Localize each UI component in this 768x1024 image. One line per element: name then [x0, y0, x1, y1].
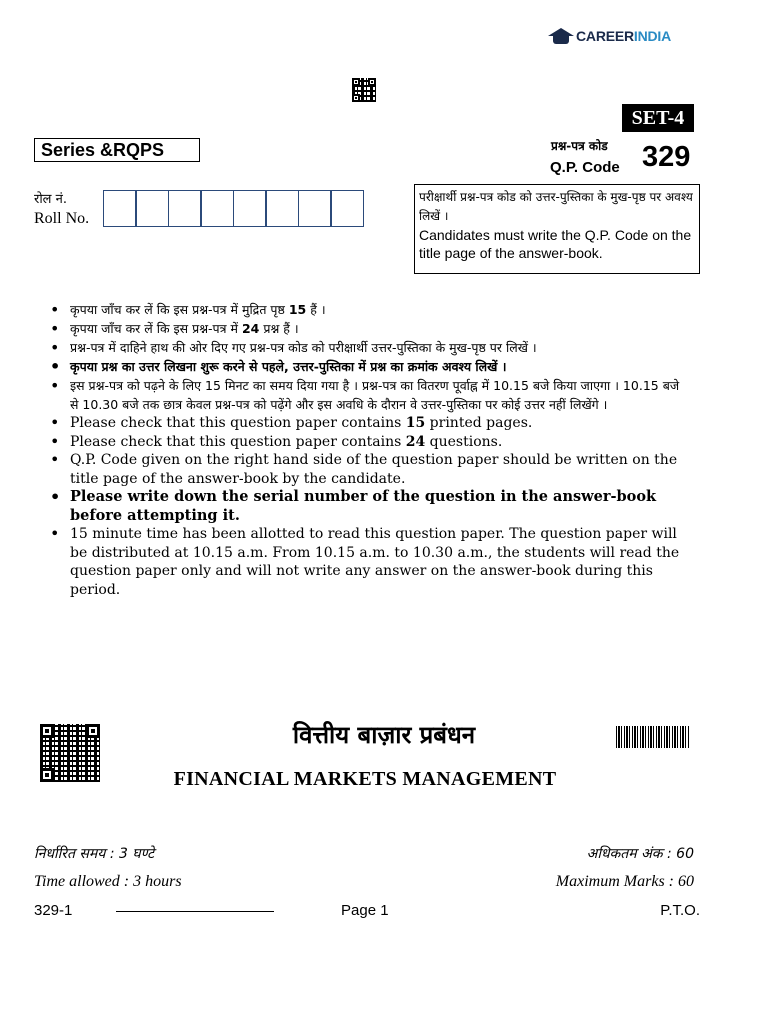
logo-text-b: INDIA	[633, 28, 672, 44]
series-box: Series &RQPS	[34, 138, 200, 162]
instruction-text: प्रश्न हैं ।	[259, 321, 299, 336]
instruction-text: कृपया जाँच कर लें कि इस प्रश्न-पत्र में मुद्रित पृष्ठ	[70, 302, 289, 317]
note-english: Candidates must write the Q.P. Code on the title page of the answer-book.	[419, 227, 692, 261]
roll-digit-box	[135, 190, 169, 227]
subject-title: FINANCIAL MARKETS MANAGEMENT	[173, 768, 557, 790]
footer-divider	[116, 911, 274, 912]
page-number: Page 1	[341, 902, 389, 919]
roll-label-hindi: रोल नं.	[34, 192, 67, 207]
instruction-number: 15	[405, 415, 426, 431]
qr-finder	[352, 94, 360, 102]
roll-digit-box	[265, 190, 299, 227]
roll-digit-box	[103, 190, 137, 227]
pto-label: P.T.O.	[660, 902, 700, 919]
qp-code-label: Q.P. Code	[550, 159, 620, 176]
instruction-number: 15	[288, 302, 307, 317]
careerindia-logo	[548, 26, 671, 46]
instruction-item	[50, 300, 686, 319]
roll-label: Roll No.	[34, 210, 90, 227]
instruction-item-bold: • Please write down the serial number of the question in the answer-book before attempting it.	[50, 488, 686, 525]
instructions	[50, 300, 686, 599]
roll-digit-box	[200, 190, 234, 227]
instruction-text: Please check that this question paper contains	[70, 433, 406, 450]
instruction-number: 24	[405, 433, 426, 450]
instruction-item: • इस प्रश्न-पत्र को पढ़ने के लिए 15 मिनट का समय दिया गया है । प्रश्न-पत्र का वितरण पूर्वाह्न में 10.15 बजे किया जाएगा । 10.15 बजे से 10.30 बजे तक छात्र केवल प्रश्न-पत्र को पढ़ेंगे और इस अवधि के दौरान वे उत्तर-पुस्तिका पर कोई उत्तर नहीं लिखेंगे ।	[50, 376, 686, 414]
instruction-text: Please check that this question paper contains	[70, 415, 406, 431]
instruction-item	[50, 433, 686, 452]
roll-digit-box	[168, 190, 202, 227]
logo-text-a: CAREER	[576, 28, 634, 44]
graduation-cap-icon	[548, 26, 574, 46]
instruction-item	[50, 414, 686, 433]
maximum-marks-hindi: अधिकतम अंक : 60	[586, 846, 694, 862]
time-allowed-hindi: निर्धारित समय : 3 घण्टे	[34, 846, 155, 862]
instruction-item: • प्रश्न-पत्र में दाहिने हाथ की ओर दिए गए प्रश्न-पत्र कोड को परीक्षार्थी उत्तर-पुस्तिका के मुख-पृष्ठ पर लिखें ।	[50, 338, 686, 357]
instruction-text: हैं ।	[306, 302, 326, 317]
logo-text	[576, 28, 671, 44]
instruction-text: कृपया जाँच कर लें कि इस प्रश्न-पत्र में	[70, 321, 242, 336]
instructions-english	[50, 414, 686, 599]
paper-code: 329-1	[34, 902, 73, 919]
subject-title-hindi: वित्तीय बाज़ार प्रबंधन	[292, 721, 476, 749]
instruction-item: • Q.P. Code given on the right hand side of the question paper should be written on the title page of the answer-book by the candidate.	[50, 451, 686, 488]
set-badge: SET-4	[622, 104, 694, 132]
roll-digit-box	[330, 190, 364, 227]
roll-number-boxes	[104, 190, 364, 227]
instruction-item-bold: • कृपया प्रश्न का उत्तर लिखना शुरू करने से पहले, उत्तर-पुस्तिका में प्रश्न का क्रमांक अवश्य लिखें ।	[50, 357, 686, 376]
qr-code-small	[352, 78, 376, 102]
instruction-item: • 15 minute time has been allotted to read this question paper. The question paper will be distributed at 10.15 a.m. From 10.15 a.m. to 10.30 a.m., the students will read the question paper only and will not write any answer on the answer-book during this period.	[50, 525, 686, 599]
instruction-text: questions.	[425, 433, 503, 450]
instruction-number: 24	[241, 321, 260, 336]
roll-digit-box	[298, 190, 332, 227]
instruction-item	[50, 319, 686, 338]
note-hindi: परीक्षार्थी प्रश्न-पत्र कोड को उत्तर-पुस्तिका के मुख-पृष्ठ पर अवश्य लिखें ।	[419, 190, 693, 223]
qp-code-label-hindi: प्रश्न-पत्र कोड	[551, 139, 608, 153]
qp-code-number: 329	[642, 141, 691, 173]
qr-finder	[352, 78, 360, 86]
time-allowed: Time allowed : 3 hours	[34, 873, 182, 890]
roll-digit-box	[233, 190, 267, 227]
instructions-hindi	[50, 300, 686, 414]
qp-code-note-box	[414, 184, 700, 274]
maximum-marks: Maximum Marks : 60	[555, 873, 694, 890]
qr-finder	[368, 78, 376, 86]
instruction-text: printed pages.	[425, 415, 533, 431]
